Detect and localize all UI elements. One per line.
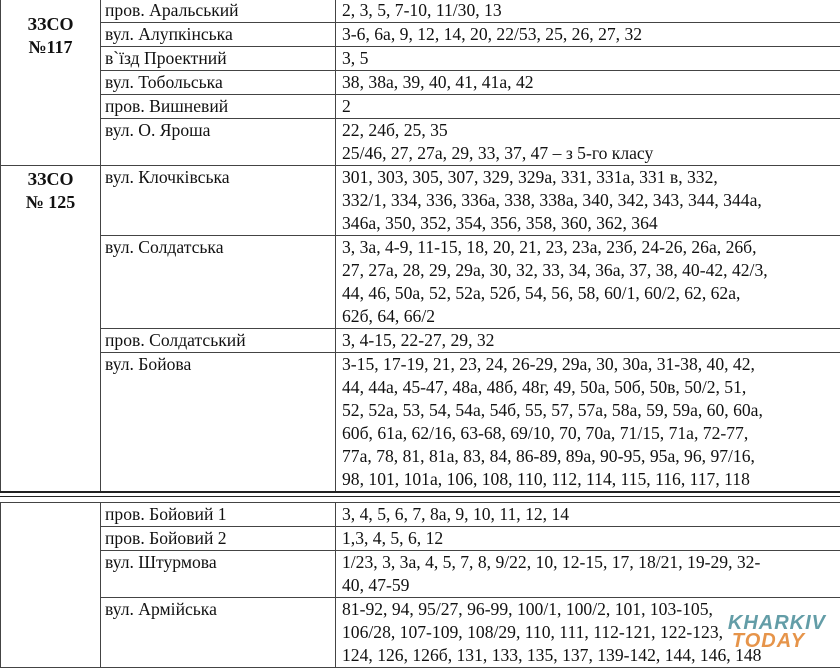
houses-line: 98, 101, 101а, 106, 108, 110, 112, 114, 115, 116, 117, 118: [342, 468, 838, 491]
houses-line: 124, 126, 126б, 131, 133, 135, 137, 139-142, 144, 146, 148: [342, 644, 838, 667]
table-row: [1, 95, 840, 119]
table-row: [1, 598, 840, 668]
school-cell: [1, 0, 101, 166]
school-cell: [1, 166, 101, 492]
street-cell: пров. Бойовий 1: [101, 503, 336, 527]
houses-line: 40, 47-59: [342, 574, 838, 597]
table-row: [1, 0, 840, 23]
table-row: [1, 329, 840, 353]
school-name-line: ЗЗСО: [1, 13, 100, 36]
houses-line: 77а, 78, 81, 81а, 83, 84, 86-89, 89а, 90-95, 95а, 96, 97/16,: [342, 445, 838, 468]
street-cell: вул. Тобольська: [101, 71, 336, 95]
table-row: [1, 23, 840, 47]
table-row: [1, 527, 840, 551]
houses-cell: [336, 95, 840, 119]
street-cell: вул. Бойова: [101, 353, 336, 492]
street-cell: вул. Солдатська: [101, 236, 336, 329]
houses-cell: [336, 329, 840, 353]
houses-cell: [336, 23, 840, 47]
houses-line: 1,3, 4, 5, 6, 12: [342, 527, 838, 550]
houses-line: 25/46, 27, 27а, 29, 33, 37, 47 – з 5-го класу: [342, 142, 838, 165]
watermark-line: KHARKIV: [728, 614, 826, 632]
houses-line: 332/1, 334, 336, 336а, 338, 338а, 340, 342, 343, 344, 344а,: [342, 189, 838, 212]
houses-cell: [336, 119, 840, 166]
district-table-bottom: [0, 502, 840, 668]
street-cell: пров. Аральський: [101, 0, 336, 23]
table-row: [1, 503, 840, 527]
houses-line: 38, 38а, 39, 40, 41, 41а, 42: [342, 71, 838, 94]
street-cell: пров. Вишневий: [101, 95, 336, 119]
street-cell: пров. Солдатський: [101, 329, 336, 353]
houses-line: 2, 3, 5, 7-10, 11/30, 13: [342, 0, 838, 22]
table-row: [1, 71, 840, 95]
houses-line: 81-92, 94, 95/27, 96-99, 100/1, 100/2, 101, 103-105,: [342, 598, 838, 621]
houses-cell: [336, 353, 840, 492]
houses-cell: [336, 0, 840, 23]
houses-line: 301, 303, 305, 307, 329, 329а, 331, 331а, 331 в, 332,: [342, 166, 838, 189]
houses-line: 346а, 350, 352, 354, 356, 358, 360, 362, 364: [342, 212, 838, 235]
houses-line: 3-15, 17-19, 21, 23, 24, 26-29, 29а, 30, 30а, 31-38, 40, 42,: [342, 353, 838, 376]
street-cell: вул. Алупкінська: [101, 23, 336, 47]
table-row: [1, 119, 840, 166]
street-cell: вул. Клочківська: [101, 166, 336, 236]
table-row: [1, 551, 840, 598]
houses-line: 44, 46, 50а, 52, 52а, 52б, 54, 56, 58, 60/1, 60/2, 62, 62а,: [342, 282, 838, 305]
school-cell: [1, 503, 101, 668]
houses-cell: [336, 71, 840, 95]
school-name-line: ЗЗСО: [1, 168, 100, 191]
street-cell: в`їзд Проектний: [101, 47, 336, 71]
houses-line: 2: [342, 95, 838, 118]
houses-line: 27, 27а, 28, 29, 29а, 30, 32, 33, 34, 36а, 37, 38, 40-42, 42/3,: [342, 259, 838, 282]
street-cell: вул. Штурмова: [101, 551, 336, 598]
street-cell: вул. О. Яроша: [101, 119, 336, 166]
school-name-line: №117: [1, 36, 100, 59]
page-break-line: [0, 496, 840, 497]
houses-cell: [336, 503, 840, 527]
houses-line: 106/28, 107-109, 108/29, 110, 111, 112-121, 122-123,: [342, 621, 838, 644]
table-row: [1, 166, 840, 236]
table-row: [1, 236, 840, 329]
houses-line: 3-6, 6а, 9, 12, 14, 20, 22/53, 25, 26, 27, 32: [342, 23, 838, 46]
houses-line: 3, 4-15, 22-27, 29, 32: [342, 329, 838, 352]
houses-line: 62б, 64, 66/2: [342, 305, 838, 328]
houses-cell: [336, 527, 840, 551]
houses-cell: [336, 598, 840, 668]
houses-line: 60б, 61а, 62/16, 63-68, 69/10, 70, 70а, 71/15, 71а, 72-77,: [342, 422, 838, 445]
watermark-line: TODAY: [732, 632, 826, 650]
houses-cell: [336, 47, 840, 71]
page-break-line: [0, 491, 840, 493]
houses-line: 3, 5: [342, 47, 838, 70]
table-row: [1, 353, 840, 492]
houses-line: 52, 52а, 53, 54, 54а, 54б, 55, 57, 57а, 58а, 59, 59а, 60, 60а,: [342, 399, 838, 422]
houses-cell: [336, 166, 840, 236]
table-row: [1, 47, 840, 71]
houses-line: 3, 3а, 4-9, 11-15, 18, 20, 21, 23, 23а, 23б, 24-26, 26а, 26б,: [342, 236, 838, 259]
houses-cell: [336, 236, 840, 329]
street-cell: пров. Бойовий 2: [101, 527, 336, 551]
houses-cell: [336, 551, 840, 598]
houses-line: 22, 24б, 25, 35: [342, 119, 838, 142]
school-name-line: № 125: [1, 191, 100, 214]
houses-line: 44, 44а, 45-47, 48а, 48б, 48г, 49, 50а, 50б, 50в, 50/2, 51,: [342, 376, 838, 399]
street-cell: вул. Армійська: [101, 598, 336, 668]
houses-line: 3, 4, 5, 6, 7, 8а, 9, 10, 11, 12, 14: [342, 503, 838, 526]
houses-line: 1/23, 3, 3а, 4, 5, 7, 8, 9/22, 10, 12-15, 17, 18/21, 19-29, 32-: [342, 551, 838, 574]
